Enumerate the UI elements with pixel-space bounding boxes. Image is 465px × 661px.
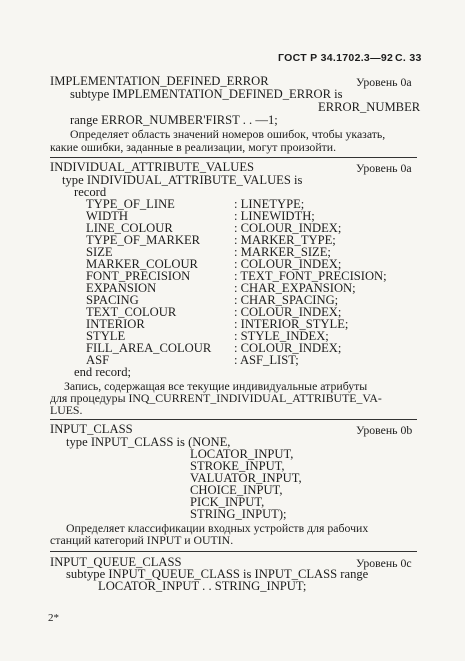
section-divider xyxy=(50,157,417,158)
code-line: record xyxy=(74,185,107,199)
record-field-name: EXPANSION xyxy=(86,281,157,295)
code-line: end record; xyxy=(74,365,131,379)
code-line: PICK_INPUT, xyxy=(190,495,265,509)
section-divider xyxy=(50,419,417,420)
record-field-type: : MARKER_SIZE; xyxy=(234,245,331,259)
record-field-name: TYPE_OF_LINE xyxy=(86,197,175,211)
signature-mark: 2* xyxy=(48,612,59,624)
code-line: LOCATOR_INPUT . . STRING_INPUT; xyxy=(98,579,307,593)
record-field-name: SIZE xyxy=(86,245,113,259)
code-line: ERROR_NUMBER xyxy=(318,100,421,114)
record-field-type: : COLOUR_INDEX; xyxy=(234,305,342,319)
code-line: subtype IMPLEMENTATION_DEFINED_ERROR is xyxy=(70,87,343,101)
code-line: range ERROR_NUMBER'FIRST . . —1; xyxy=(70,113,278,127)
section-level: Уровень 0a xyxy=(356,161,412,175)
record-field-type: : LINEWIDTH; xyxy=(234,209,315,223)
code-line: STRING_INPUT); xyxy=(190,507,287,521)
record-field-name: SPACING xyxy=(86,293,139,307)
record-field-type: : ASF_LIST; xyxy=(234,353,299,367)
description-line: Определяет область значений номеров ошибок, чтобы указать, xyxy=(70,127,386,141)
record-field-type: : CHAR_EXPANSION; xyxy=(234,281,356,295)
section-title: INDIVIDUAL_ATTRIBUTE_VALUES xyxy=(50,160,255,174)
section-level: Уровень 0a xyxy=(356,75,412,89)
record-field-type: : TEXT_FONT_PRECISION; xyxy=(234,269,387,283)
code-line: subtype INPUT_QUEUE_CLASS is INPUT_CLASS range xyxy=(66,567,369,581)
record-field-type: : MARKER_TYPE; xyxy=(234,233,336,247)
section-title: IMPLEMENTATION_DEFINED_ERROR xyxy=(50,74,269,88)
page-number: С. 33 xyxy=(395,52,422,64)
section-title: INPUT_CLASS xyxy=(50,422,133,436)
description-line: для процедуры INQ_CURRENT_INDIVIDUAL_ATTRIBUTE_VA- xyxy=(50,391,382,405)
section-level: Уровень 0b xyxy=(356,423,413,437)
description-line: станций категорий INPUT и OUTIN. xyxy=(50,533,234,547)
description-line: Запись, содержащая все текущие индивидуальные атрибуты xyxy=(64,379,368,393)
section-title: INPUT_QUEUE_CLASS xyxy=(50,555,182,569)
record-field-type: : LINETYPE; xyxy=(234,197,305,211)
section-level: Уровень 0c xyxy=(356,556,412,570)
description-line: LUES. xyxy=(50,403,83,417)
code-line: STROKE_INPUT, xyxy=(190,459,285,473)
record-field-name: TYPE_OF_MARKER xyxy=(86,233,201,247)
record-field-type: : STYLE_INDEX; xyxy=(234,329,329,343)
code-line: LOCATOR_INPUT, xyxy=(190,447,294,461)
code-line: type INPUT_CLASS is (NONE, xyxy=(66,435,231,449)
code-line: type INDIVIDUAL_ATTRIBUTE_VALUES is xyxy=(62,173,303,187)
record-field-name: TEXT_COLOUR xyxy=(86,305,177,319)
code-line: CHOICE_INPUT, xyxy=(190,483,283,497)
description-line: какие ошибки, заданные в реализации, могут произойти. xyxy=(50,140,337,154)
record-field-name: WIDTH xyxy=(86,209,128,223)
record-field-name: MARKER_COLOUR xyxy=(86,257,198,271)
record-field-type: : COLOUR_INDEX; xyxy=(234,257,342,271)
record-field-name: FONT_PRECISION xyxy=(86,269,191,283)
record-field-name: STYLE xyxy=(86,329,126,343)
code-line: VALUATOR_INPUT, xyxy=(190,471,302,485)
record-field-name: FILL_AREA_COLOUR xyxy=(86,341,212,355)
record-field-type: : CHAR_SPACING; xyxy=(234,293,339,307)
record-field-name: ASF xyxy=(86,353,110,367)
record-field-name: INTERIOR xyxy=(86,317,145,331)
description-line: Определяет классификации входных устройств для рабочих xyxy=(66,521,369,535)
record-field-type: : COLOUR_INDEX; xyxy=(234,341,342,355)
standard-number: ГОСТ Р 34.1702.3—92 xyxy=(278,52,394,64)
record-field-type: : COLOUR_INDEX; xyxy=(234,221,342,235)
record-field-name: LINE_COLOUR xyxy=(86,221,173,235)
record-field-type: : INTERIOR_STYLE; xyxy=(234,317,349,331)
section-divider xyxy=(50,551,417,552)
